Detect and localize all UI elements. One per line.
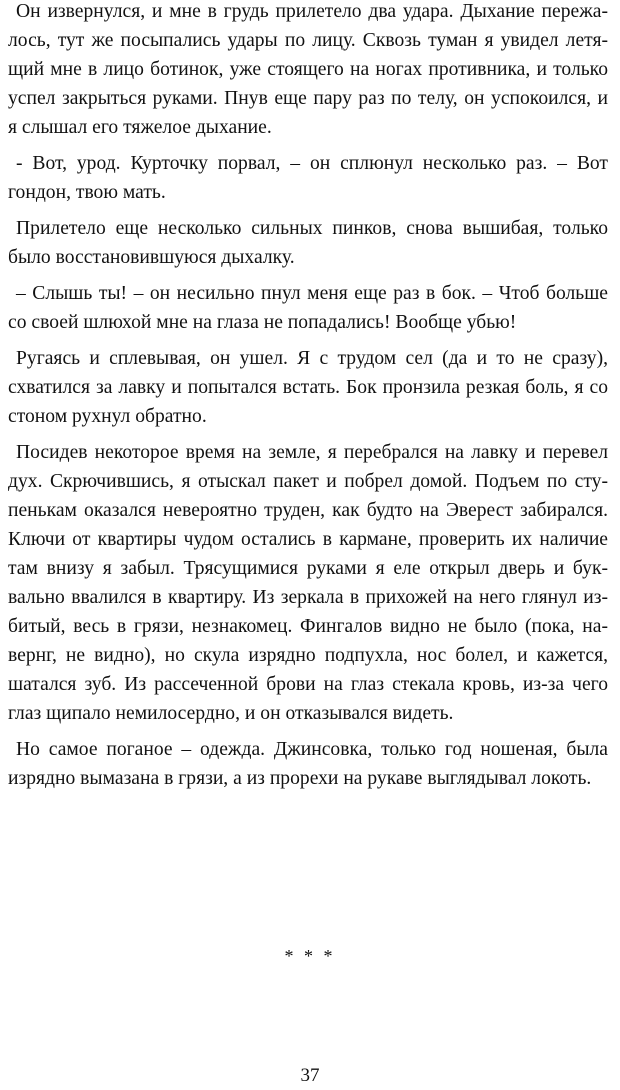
text-line: успел закрыться руками. Пнув еще пару раз по телу, он успокоился, и bbox=[8, 88, 608, 109]
text-line: Ключи от квартиры чудом остались в кармане, проверить их наличие bbox=[8, 529, 608, 550]
text-line: Прилетело еще несколько сильных пинков, снова вышибая, только bbox=[16, 218, 608, 239]
text-line: было восстановившуюся дыхалку. bbox=[8, 247, 295, 268]
text-line: пенькам оказался невероятно труден, как будто на Эверест забирался. bbox=[8, 500, 608, 521]
paragraph bbox=[8, 735, 608, 793]
text-line: вернг, не видно), но скула изрядно подпухла, нос болел, и кажется, bbox=[8, 645, 608, 666]
text-line: Ругаясь и сплевывая, он ушел. Я с трудом сел (да и то не сразу), bbox=[16, 348, 608, 369]
paragraph bbox=[8, 149, 608, 207]
paragraph bbox=[8, 344, 608, 431]
text-line: стоном рухнул обратно. bbox=[8, 406, 207, 427]
text-line: Но самое поганое – одежда. Джинсовка, только год ношеная, была bbox=[16, 739, 608, 760]
text-line: там внизу я забыл. Трясущимися руками я еле открыл дверь и бук- bbox=[8, 558, 608, 579]
paragraph bbox=[8, 0, 608, 142]
text-line: - Вот, урод. Курточку порвал, – он сплюнул несколько раз. – Вот bbox=[16, 153, 608, 174]
text-line: шатался зуб. Из рассеченной брови на глаз стекала кровь, из-за чего bbox=[8, 674, 608, 695]
paragraph-gap bbox=[8, 431, 608, 438]
text-line: схватился за лавку и попытался встать. Бок пронзила резкая боль, я со bbox=[8, 377, 608, 398]
text-line: щий мне в лицо ботинок, уже стоящего на ногах противника, и только bbox=[8, 59, 608, 80]
text-line: гондон, твою мать. bbox=[8, 182, 166, 203]
text-line: я слышал его тяжелое дыхание. bbox=[8, 117, 272, 138]
paragraph-gap bbox=[8, 728, 608, 735]
paragraph bbox=[8, 279, 608, 337]
body-text bbox=[8, 0, 608, 793]
text-line: – Слышь ты! – он несильно пнул меня еще раз в бок. – Чтоб больше bbox=[16, 283, 608, 304]
text-line: битый, весь в грязи, незнакомец. Фингалов видно не было (пока, на- bbox=[8, 616, 608, 637]
text-line: Посидев некоторое время на земле, я перебрался на лавку и перевел bbox=[16, 442, 608, 463]
section-separator: * * * bbox=[284, 946, 336, 966]
paragraph-gap bbox=[8, 272, 608, 279]
paragraph bbox=[8, 438, 608, 728]
paragraph-gap bbox=[8, 337, 608, 344]
text-line: глаз щипало немилосердно, и он отказывался видеть. bbox=[8, 703, 454, 724]
paragraph-gap bbox=[8, 142, 608, 149]
text-line: вально ввалился в квартиру. Из зеркала в прихожей на него глянул из- bbox=[8, 587, 608, 608]
text-line: лось, тут же посыпались удары по лицу. Сквозь туман я увидел летя- bbox=[8, 30, 608, 51]
text-line: изрядно вымазана в грязи, а из прорехи на рукаве выглядывал локоть. bbox=[8, 768, 592, 789]
text-line: Он извернулся, и мне в грудь прилетело два удара. Дыхание пережа- bbox=[16, 1, 608, 22]
paragraph bbox=[8, 214, 608, 272]
page-number: 37 bbox=[300, 1065, 320, 1086]
paragraph-gap bbox=[8, 207, 608, 214]
text-line: со своей шлюхой мне на глаза не попадались! Вообще убью! bbox=[8, 312, 517, 333]
text-line: дух. Скрючившись, я отыскал пакет и побрел домой. Подъем по сту- bbox=[8, 471, 608, 492]
